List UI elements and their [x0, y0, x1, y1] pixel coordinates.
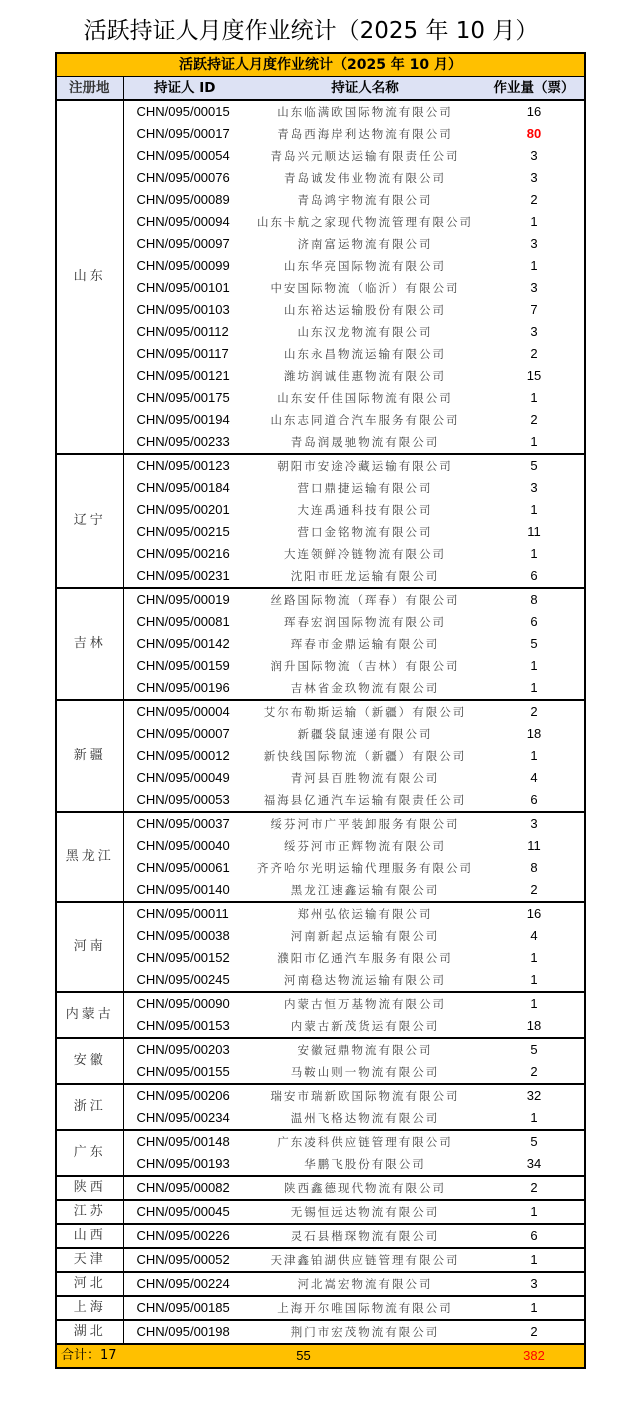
table-row: [56, 655, 585, 677]
holder-name-cell: 山东裕达运输股份有限公司: [284, 303, 446, 317]
holder-name-cell: 灵石县楷琛物流有限公司: [246, 1224, 484, 1248]
holder-id-cell: CHN/095/00094: [136, 214, 230, 229]
volume-cell: 1: [530, 658, 538, 673]
holder-name-cell: 山东汉龙物流有限公司: [297, 325, 433, 339]
holder-name-cell: 青河县百胜物流有限公司: [290, 771, 440, 785]
region-cell: 辽宁: [56, 454, 123, 588]
volume-cell: 3: [484, 812, 585, 835]
table-row: [56, 588, 585, 611]
holder-name-cell: 天津鑫铂湖供应链管理有限公司: [246, 1248, 484, 1272]
volume-cell: 32: [484, 1084, 585, 1107]
holder-id-cell: CHN/095/00061: [136, 860, 230, 875]
region-cell: 黑龙江: [56, 812, 123, 902]
header-holder-name: 持证人名称: [246, 77, 484, 101]
holder-id-cell: CHN/095/00012: [136, 748, 230, 763]
volume-cell: 2: [530, 192, 538, 207]
holder-name-cell: 朝阳市安途冷藏运输有限公司: [246, 454, 484, 477]
holder-id-cell: CHN/095/00037: [123, 812, 246, 835]
holder-name-cell: 潍坊润诚佳惠物流有限公司: [284, 369, 446, 383]
holder-name-cell: 丝路国际物流（珲春）有限公司: [246, 588, 484, 611]
holder-id-cell: CHN/095/00123: [123, 454, 246, 477]
volume-cell: 6: [530, 568, 538, 583]
region-cell: 浙江: [56, 1084, 123, 1130]
holder-name-cell: 沈阳市旺龙运输有限公司: [290, 569, 440, 583]
holder-id-cell: CHN/095/00152: [136, 950, 230, 965]
table-row: [56, 835, 585, 857]
volume-cell: 6: [484, 1224, 585, 1248]
holder-name-cell: 大连领鲜冷链物流有限公司: [284, 547, 446, 561]
table-row: [56, 1296, 585, 1320]
holder-id-cell: CHN/095/00099: [136, 258, 230, 273]
volume-cell: 16: [484, 100, 585, 123]
holder-name-cell: 山东志同道合汽车服务有限公司: [270, 413, 460, 427]
holder-id-cell: CHN/095/00049: [136, 770, 230, 785]
holder-id-cell: CHN/095/00201: [136, 502, 230, 517]
volume-cell: 1: [530, 1110, 538, 1125]
region-cell: 内蒙古: [56, 992, 123, 1038]
region-cell: 江苏: [56, 1200, 123, 1224]
volume-cell: 34: [526, 1156, 542, 1171]
holder-name-cell: 山东华亮国际物流有限公司: [284, 259, 446, 273]
holder-name-cell: 广东凌科供应链管理有限公司: [246, 1130, 484, 1153]
holder-name-cell: 陕西鑫德现代物流有限公司: [246, 1176, 484, 1200]
holder-id-cell: CHN/095/00155: [136, 1064, 230, 1079]
table-row: [56, 902, 585, 925]
volume-cell: 7: [530, 302, 538, 317]
total-row: [56, 1344, 585, 1368]
holder-id-cell: CHN/095/00142: [136, 636, 230, 651]
table-row: [56, 633, 585, 655]
holder-name-cell: 山东安仟佳国际物流有限公司: [277, 391, 453, 405]
volume-cell: 80: [526, 126, 542, 141]
holder-id-cell: CHN/095/00231: [136, 568, 230, 583]
volume-cell: 11: [527, 838, 541, 853]
volume-cell: 4: [530, 928, 538, 943]
holder-id-cell: CHN/095/00040: [136, 838, 230, 853]
holder-id-cell: CHN/095/00038: [136, 928, 230, 943]
holder-name-cell: 营口金铭物流有限公司: [297, 525, 433, 539]
holder-id-cell: CHN/095/00140: [136, 882, 230, 897]
holder-id-cell: CHN/095/00226: [123, 1224, 246, 1248]
region-cell: 新疆: [56, 700, 123, 812]
volume-cell: 1: [484, 1296, 585, 1320]
volume-cell: 2: [530, 1064, 538, 1079]
holder-name-cell: 济南富运物流有限公司: [297, 237, 433, 251]
table-row: [56, 1320, 585, 1344]
volume-cell: 1: [484, 1248, 585, 1272]
table-row: [56, 321, 585, 343]
table-row: [56, 947, 585, 969]
holder-name-cell: 无锡恒远达物流有限公司: [246, 1200, 484, 1224]
table-row: [56, 925, 585, 947]
volume-cell: 11: [527, 524, 541, 539]
table-row: [56, 543, 585, 565]
holder-id-cell: CHN/095/00117: [136, 346, 229, 361]
region-cell: 河南: [56, 902, 123, 992]
holder-name-cell: 青岛诚发伟业物流有限公司: [284, 171, 446, 185]
volume-cell: 1: [530, 258, 538, 273]
table-row: [56, 565, 585, 588]
region-cell: 山西: [56, 1224, 123, 1248]
table-row: [56, 1176, 585, 1200]
holder-id-cell: CHN/095/00052: [123, 1248, 246, 1272]
volume-cell: 3: [530, 148, 538, 163]
table-row: [56, 1061, 585, 1084]
holder-name-cell: 绥芬河市正辉物流有限公司: [284, 839, 446, 853]
table-row: [56, 277, 585, 299]
region-cell: 广东: [56, 1130, 123, 1176]
table-row: [56, 767, 585, 789]
holder-name-cell: 福海县亿通汽车运输有限责任公司: [263, 793, 467, 807]
holder-id-cell: CHN/095/00089: [136, 192, 230, 207]
holder-id-cell: CHN/095/00198: [123, 1320, 246, 1344]
volume-cell: 3: [484, 1272, 585, 1296]
table-row: [56, 1038, 585, 1061]
holder-id-cell: CHN/095/00193: [136, 1156, 230, 1171]
holder-name-cell: 青岛西海岸利达物流有限公司: [277, 127, 453, 141]
table-row: [56, 255, 585, 277]
holder-name-cell: 瑞安市瑞新欧国际物流有限公司: [246, 1084, 484, 1107]
holder-name-cell: 中安国际物流（临沂）有限公司: [270, 281, 460, 295]
volume-cell: 15: [526, 368, 542, 383]
holder-name-cell: 大连禹通科技有限公司: [297, 503, 433, 517]
table-row: [56, 365, 585, 387]
table-row: [56, 723, 585, 745]
volume-cell: 2: [530, 412, 538, 427]
table-row: [56, 167, 585, 189]
region-cell: 天津: [56, 1248, 123, 1272]
table-row: [56, 611, 585, 633]
holder-id-cell: CHN/095/00076: [136, 170, 230, 185]
holder-id-cell: CHN/095/00175: [136, 390, 230, 405]
holder-id-cell: CHN/095/00015: [123, 100, 246, 123]
table-row: [56, 1015, 585, 1038]
volume-cell: 2: [484, 700, 585, 723]
holder-id-cell: CHN/095/00245: [136, 972, 230, 987]
total-holders: 55: [123, 1344, 484, 1368]
holder-id-cell: CHN/095/00234: [136, 1110, 230, 1125]
volume-cell: 8: [530, 860, 538, 875]
holder-name-cell: 郑州弘依运输有限公司: [246, 902, 484, 925]
activity-table: [55, 52, 586, 1369]
volume-cell: 1: [530, 502, 538, 517]
header-holder-id: 持证人 ID: [123, 77, 246, 101]
holder-id-cell: CHN/095/00019: [123, 588, 246, 611]
region-cell: 山东: [56, 100, 123, 454]
volume-cell: 1: [530, 390, 538, 405]
holder-name-cell: 营口鼎捷运输有限公司: [297, 481, 433, 495]
holder-name-cell: 河南新起点运输有限公司: [290, 929, 440, 943]
volume-cell: 18: [526, 726, 542, 741]
holder-id-cell: CHN/095/00103: [136, 302, 230, 317]
table-banner-title: 活跃持证人月度作业统计（2025 年 10 月）: [56, 53, 585, 77]
holder-id-cell: CHN/095/00216: [136, 546, 230, 561]
table-row: [56, 879, 585, 902]
volume-cell: 6: [530, 614, 538, 629]
table-row: [56, 454, 585, 477]
holder-id-cell: CHN/095/00196: [136, 680, 230, 695]
table-row: [56, 387, 585, 409]
table-row: [56, 521, 585, 543]
table-row: [56, 211, 585, 233]
holder-id-cell: CHN/095/00081: [136, 614, 230, 629]
table-row: [56, 343, 585, 365]
header-region: 注册地: [56, 77, 123, 101]
holder-id-cell: CHN/095/00004: [123, 700, 246, 723]
total-volume: 382: [484, 1344, 585, 1368]
holder-name-cell: 荆门市宏茂物流有限公司: [246, 1320, 484, 1344]
table-row: [56, 123, 585, 145]
volume-cell: 4: [530, 770, 538, 785]
holder-name-cell: 内蒙古恒万基物流有限公司: [246, 992, 484, 1015]
table-row: [56, 1153, 585, 1176]
region-cell: 上海: [56, 1296, 123, 1320]
volume-cell: 1: [530, 950, 538, 965]
table-row: [56, 969, 585, 992]
table-row: [56, 1248, 585, 1272]
holder-name-cell: 齐齐哈尔光明运输代理服务有限公司: [257, 861, 473, 875]
table-row: [56, 1200, 585, 1224]
volume-cell: 16: [484, 902, 585, 925]
holder-id-cell: CHN/095/00206: [123, 1084, 246, 1107]
volume-cell: 1: [530, 434, 538, 449]
table-row: [56, 1107, 585, 1130]
table-row: [56, 477, 585, 499]
volume-cell: 3: [530, 324, 538, 339]
holder-name-cell: 艾尔布勒斯运输（新疆）有限公司: [246, 700, 484, 723]
volume-cell: 5: [484, 454, 585, 477]
table-row: [56, 1130, 585, 1153]
table-row: [56, 233, 585, 255]
holder-id-cell: CHN/095/00112: [136, 324, 229, 339]
holder-name-cell: 山东临满欧国际物流有限公司: [246, 100, 484, 123]
table-row: [56, 812, 585, 835]
holder-name-cell: 上海开尔唯国际物流有限公司: [246, 1296, 484, 1320]
table-body: [56, 100, 585, 1344]
table-row: [56, 299, 585, 321]
holder-name-cell: 安徽冠鼎物流有限公司: [246, 1038, 484, 1061]
volume-cell: 18: [526, 1018, 542, 1033]
holder-id-cell: CHN/095/00053: [136, 792, 230, 807]
holder-id-cell: CHN/095/00017: [136, 126, 230, 141]
header-volume: 作业量（票）: [484, 77, 585, 101]
holder-name-cell: 山东卡航之家现代物流管理有限公司: [257, 215, 473, 229]
total-label: 合计：17: [56, 1344, 123, 1368]
holder-id-cell: CHN/095/00045: [123, 1200, 246, 1224]
table-row: [56, 1272, 585, 1296]
volume-cell: 2: [530, 346, 538, 361]
volume-cell: 2: [484, 1320, 585, 1344]
region-cell: 吉林: [56, 588, 123, 700]
holder-name-cell: 濮阳市亿通汽车服务有限公司: [277, 951, 453, 965]
table-row: [56, 789, 585, 812]
holder-name-cell: 新疆袋鼠速递有限公司: [297, 727, 433, 741]
holder-id-cell: CHN/095/00082: [123, 1176, 246, 1200]
table-row: [56, 677, 585, 700]
holder-id-cell: CHN/095/00097: [136, 236, 230, 251]
holder-name-cell: 珲春市金鼎运输有限公司: [290, 637, 440, 651]
holder-id-cell: CHN/095/00090: [123, 992, 246, 1015]
holder-name-cell: 新快线国际物流（新疆）有限公司: [263, 749, 467, 763]
volume-cell: 1: [484, 992, 585, 1015]
volume-cell: 1: [530, 748, 538, 763]
holder-name-cell: 润升国际物流（吉林）有限公司: [270, 659, 460, 673]
holder-name-cell: 吉林省金玖物流有限公司: [290, 681, 440, 695]
holder-name-cell: 青岛润晟驰物流有限公司: [290, 435, 440, 449]
volume-cell: 8: [484, 588, 585, 611]
holder-id-cell: CHN/095/00153: [136, 1018, 230, 1033]
holder-name-cell: 黑龙江速鑫运输有限公司: [290, 883, 440, 897]
holder-name-cell: 内蒙古新茂货运有限公司: [290, 1019, 440, 1033]
volume-cell: 5: [484, 1130, 585, 1153]
holder-id-cell: CHN/095/00148: [123, 1130, 246, 1153]
table-row: [56, 431, 585, 454]
table-row: [56, 745, 585, 767]
holder-id-cell: CHN/095/00007: [136, 726, 230, 741]
volume-cell: 1: [484, 1200, 585, 1224]
table-row: [56, 1084, 585, 1107]
holder-id-cell: CHN/095/00184: [136, 480, 230, 495]
holder-id-cell: CHN/095/00121: [136, 368, 230, 383]
holder-name-cell: 山东永昌物流运输有限公司: [284, 347, 446, 361]
table-row: [56, 1224, 585, 1248]
holder-name-cell: 河南稳达物流运输有限公司: [284, 973, 446, 987]
holder-name-cell: 温州飞格达物流有限公司: [290, 1111, 440, 1125]
holder-name-cell: 珲春宏润国际物流有限公司: [284, 615, 446, 629]
volume-cell: 6: [530, 792, 538, 807]
table-row: [56, 700, 585, 723]
volume-cell: 1: [530, 546, 538, 561]
holder-name-cell: 河北嵩宏物流有限公司: [246, 1272, 484, 1296]
table-row: [56, 499, 585, 521]
volume-cell: 1: [530, 214, 538, 229]
holder-id-cell: CHN/095/00054: [136, 148, 230, 163]
volume-cell: 3: [530, 280, 538, 295]
holder-id-cell: CHN/095/00101: [136, 280, 230, 295]
holder-id-cell: CHN/095/00185: [123, 1296, 246, 1320]
page-title: 活跃持证人月度作业统计（2025 年 10 月）: [83, 18, 539, 44]
table-row: [56, 145, 585, 167]
volume-cell: 1: [530, 972, 538, 987]
region-cell: 湖北: [56, 1320, 123, 1344]
holder-id-cell: CHN/095/00159: [136, 658, 230, 673]
volume-cell: 2: [530, 882, 538, 897]
table-row: [56, 409, 585, 431]
holder-name-cell: 青岛鸿宇物流有限公司: [297, 193, 433, 207]
holder-id-cell: CHN/095/00215: [136, 524, 230, 539]
volume-cell: 3: [530, 236, 538, 251]
volume-cell: 5: [530, 636, 538, 651]
region-cell: 安徽: [56, 1038, 123, 1084]
holder-name-cell: 青岛兴元顺达运输有限责任公司: [270, 149, 460, 163]
holder-id-cell: CHN/095/00011: [123, 902, 246, 925]
holder-id-cell: CHN/095/00194: [136, 412, 230, 427]
holder-name-cell: 马鞍山则一物流有限公司: [290, 1065, 440, 1079]
table-row: [56, 100, 585, 123]
volume-cell: 3: [530, 170, 538, 185]
table-row: [56, 189, 585, 211]
table-row: [56, 857, 585, 879]
holder-id-cell: CHN/095/00233: [136, 434, 230, 449]
region-cell: 河北: [56, 1272, 123, 1296]
holder-id-cell: CHN/095/00203: [123, 1038, 246, 1061]
region-cell: 陕西: [56, 1176, 123, 1200]
table-row: [56, 992, 585, 1015]
volume-cell: 5: [484, 1038, 585, 1061]
volume-cell: 3: [530, 480, 538, 495]
holder-id-cell: CHN/095/00224: [123, 1272, 246, 1296]
holder-name-cell: 华鹏飞股份有限公司: [304, 1157, 426, 1171]
holder-name-cell: 绥芬河市广平装卸服务有限公司: [246, 812, 484, 835]
volume-cell: 1: [530, 680, 538, 695]
volume-cell: 2: [484, 1176, 585, 1200]
